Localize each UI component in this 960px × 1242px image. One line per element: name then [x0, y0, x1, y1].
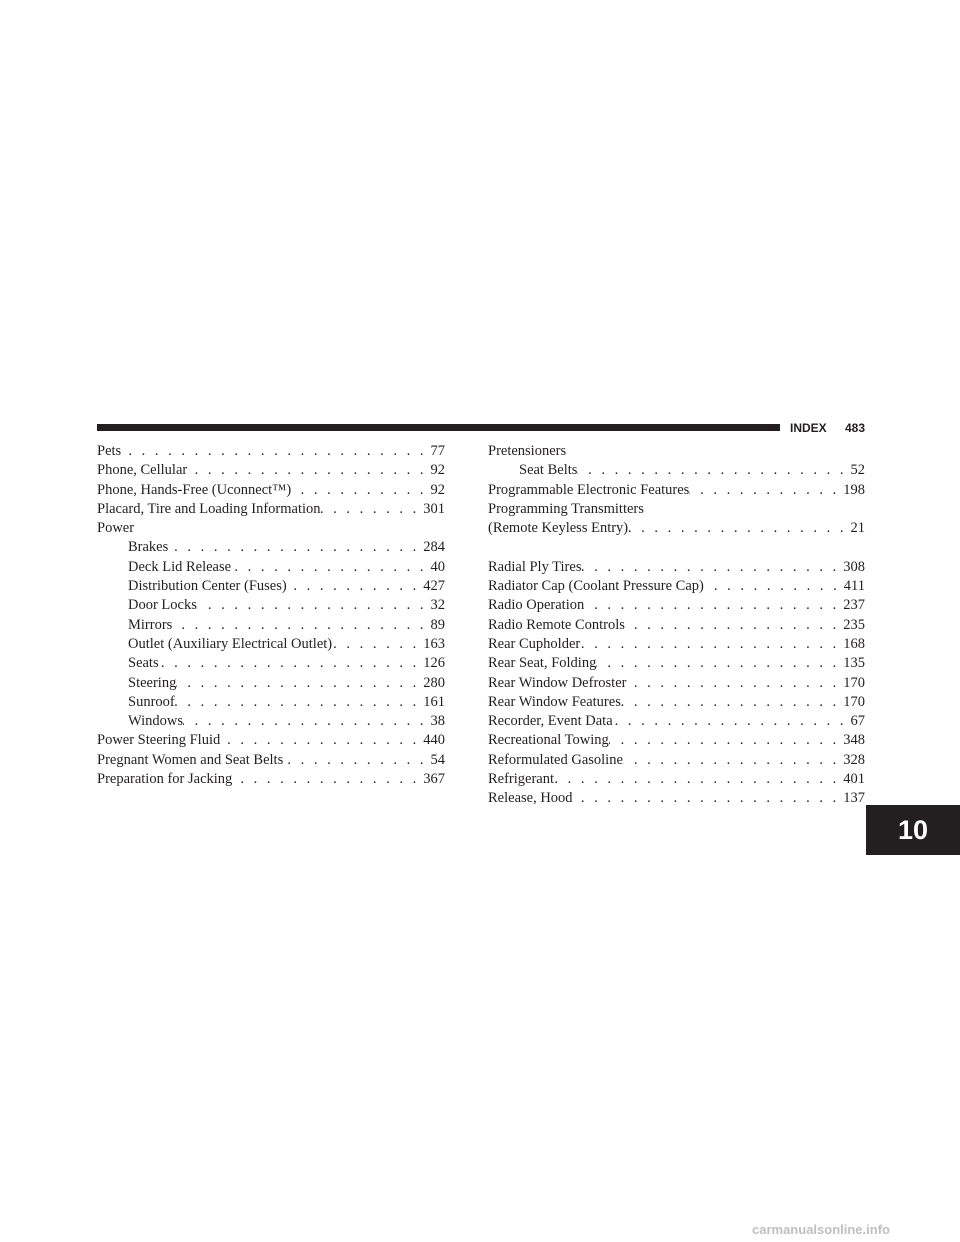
index-term: Placard, Tire and Loading Information [97, 500, 321, 517]
index-term: Deck Lid Release [128, 558, 232, 575]
index-page-number[interactable]: 92 [430, 462, 445, 479]
index-entry[interactable] [488, 712, 865, 731]
index-term: Radial Ply Tires [488, 558, 582, 575]
index-page-number[interactable]: 284 [423, 539, 445, 556]
chapter-tab[interactable] [866, 805, 960, 855]
index-entry[interactable] [97, 577, 445, 596]
index-term: Preparation for Jacking [97, 771, 233, 788]
index-entry[interactable] [97, 654, 445, 673]
chapter-number: 10 [897, 814, 929, 845]
dot-leader [626, 674, 843, 693]
index-term: Seats [128, 655, 159, 672]
index-entry[interactable] [488, 461, 865, 480]
index-entry[interactable] [97, 731, 445, 750]
index-entry[interactable] [97, 693, 445, 712]
index-term: Brakes [128, 539, 169, 556]
dot-leader [689, 481, 843, 500]
index-page-number[interactable]: 280 [423, 674, 445, 691]
index-term: Rear Window Features [488, 693, 621, 710]
index-term: Power [97, 520, 135, 537]
index-entry[interactable] [488, 789, 865, 808]
index-page-number[interactable]: 38 [430, 713, 445, 730]
dot-leader [554, 770, 843, 789]
index-term: Rear Cupholder [488, 635, 581, 652]
dot-leader [172, 616, 430, 635]
index-entry[interactable] [488, 770, 865, 789]
dot-leader [613, 712, 851, 731]
index-term: Windows [128, 713, 183, 730]
index-page-number[interactable]: 440 [423, 732, 445, 749]
index-page-number[interactable]: 40 [430, 558, 445, 575]
index-term: Power Steering Fluid [97, 732, 221, 749]
dot-leader [581, 558, 843, 577]
index-entry[interactable] [488, 519, 865, 538]
index-entry[interactable] [488, 674, 865, 693]
index-term: Programming Transmitters [488, 500, 644, 517]
index-entry[interactable] [97, 635, 445, 654]
index-term: Rear Seat, Folding [488, 655, 597, 672]
dot-leader [291, 481, 430, 500]
dot-leader [577, 461, 850, 480]
index-entry [97, 519, 445, 538]
index-page-number[interactable]: 328 [843, 751, 865, 768]
dot-leader [321, 500, 424, 519]
index-term: Pregnant Women and Seat Belts [97, 751, 284, 768]
dot-leader [283, 751, 430, 770]
index-page-number[interactable]: 52 [850, 462, 865, 479]
dot-leader [287, 577, 424, 596]
dot-leader [232, 770, 423, 789]
index-term: Radiator Cap (Coolant Pressure Cap) [488, 578, 704, 595]
index-entry[interactable] [97, 751, 445, 770]
index-page-number[interactable]: 308 [843, 558, 865, 575]
dot-leader [168, 538, 423, 557]
index-page-number[interactable]: 89 [430, 616, 445, 633]
index-entry[interactable] [97, 558, 445, 577]
index-page-number[interactable]: 198 [843, 481, 865, 498]
dot-leader [625, 616, 843, 635]
watermark: carmanualsonline.info [752, 1222, 890, 1237]
index-entry[interactable] [488, 481, 865, 500]
index-entry[interactable] [488, 596, 865, 615]
dot-leader [609, 731, 844, 750]
index-page-number[interactable]: 427 [423, 578, 445, 595]
index-page-number[interactable]: 168 [843, 635, 865, 652]
index-term: Pretensioners [488, 443, 567, 459]
index-term: Distribution Center (Fuses) [128, 578, 287, 595]
index-term: Pets [97, 443, 122, 459]
index-page-number[interactable]: 161 [423, 693, 445, 710]
index-entry[interactable] [97, 616, 445, 635]
index-term: Radio Remote Controls [488, 616, 625, 633]
dot-leader [197, 596, 431, 615]
index-term: Rear Window Defroster [488, 674, 627, 691]
dot-leader [573, 789, 844, 808]
index-page-number[interactable]: 163 [423, 635, 445, 652]
index-entry[interactable] [488, 751, 865, 770]
index-page-number[interactable]: 77 [430, 443, 445, 459]
index-page-number[interactable]: 21 [850, 520, 865, 537]
index-page-number[interactable]: 170 [843, 674, 865, 691]
index-page-number[interactable]: 92 [430, 481, 445, 498]
index-term: Recreational Towing [488, 732, 609, 749]
index-page-number[interactable]: 32 [430, 597, 445, 614]
index-entry[interactable] [97, 674, 445, 693]
index-entry[interactable] [97, 442, 445, 461]
dot-leader [175, 693, 424, 712]
index-entry[interactable] [488, 558, 865, 577]
dot-leader [121, 442, 430, 461]
index-page-number[interactable]: 137 [843, 790, 865, 807]
index-page-number[interactable]: 301 [423, 500, 445, 517]
index-term: Radio Operation [488, 597, 585, 614]
dot-leader [220, 731, 423, 750]
index-entry[interactable] [488, 616, 865, 635]
header-page-number: 483 [844, 421, 865, 435]
index-entry [488, 500, 865, 519]
dot-leader [183, 712, 431, 731]
index-entry[interactable] [488, 577, 865, 596]
dot-leader [176, 674, 423, 693]
index-page-number[interactable]: 235 [843, 616, 865, 633]
index-term: Steering [128, 674, 177, 691]
dot-leader [704, 577, 844, 596]
index-entry[interactable] [488, 654, 865, 673]
index-page-number[interactable]: 401 [843, 771, 865, 788]
index-term: Seat Belts [519, 462, 578, 479]
dot-leader [596, 654, 843, 673]
dot-leader [231, 558, 430, 577]
index-page-number[interactable]: 367 [423, 771, 445, 788]
dot-leader [621, 693, 843, 712]
dot-leader [187, 461, 430, 480]
index-entry[interactable] [97, 500, 445, 519]
header-section: INDEX [790, 421, 827, 435]
index-entry[interactable] [488, 731, 865, 750]
index-term: Mirrors [128, 616, 173, 633]
index-entry[interactable] [97, 596, 445, 615]
index-page-number[interactable]: 67 [850, 713, 865, 730]
index-term: Phone, Cellular [97, 462, 188, 479]
index-page-number[interactable]: 135 [843, 655, 865, 672]
index-page-number[interactable]: 54 [430, 751, 445, 768]
index-entry[interactable] [97, 538, 445, 557]
index-term: Recorder, Event Data [488, 713, 613, 730]
index-term: Sunroof [128, 693, 175, 710]
index-term: Reformulated Gasoline [488, 751, 623, 768]
index-page-number[interactable]: 237 [843, 597, 865, 614]
index-entry[interactable] [97, 481, 445, 500]
index-entry[interactable] [97, 712, 445, 731]
index-page-number[interactable]: 170 [843, 693, 865, 710]
index-entry[interactable] [97, 461, 445, 480]
running-header [790, 420, 865, 436]
index-entry[interactable] [488, 693, 865, 712]
header-rule [97, 424, 780, 431]
dot-leader [584, 596, 843, 615]
dot-leader [159, 654, 424, 673]
index-page-number[interactable]: 126 [423, 655, 445, 672]
index-term: Phone, Hands-Free (Uconnect™) [97, 481, 292, 498]
index-term: Release, Hood [488, 790, 573, 807]
index-term: Programmable Electronic Features [488, 481, 690, 498]
index-column-left [97, 442, 445, 789]
index-page-number[interactable]: 411 [843, 578, 865, 595]
dot-leader [623, 751, 843, 770]
index-page-number[interactable]: 348 [843, 732, 865, 749]
index-term: (Remote Keyless Entry) [488, 520, 629, 537]
index-term: Door Locks [128, 597, 197, 614]
index-entry[interactable] [488, 635, 865, 654]
index-entry[interactable] [97, 770, 445, 789]
index-term: Refrigerant [488, 771, 555, 788]
dot-leader [332, 635, 423, 654]
dot-leader [628, 519, 850, 538]
dot-leader [580, 635, 843, 654]
index-term: Outlet (Auxiliary Electrical Outlet) [128, 635, 333, 652]
index-column-right [488, 442, 865, 809]
index-entry [488, 442, 865, 461]
